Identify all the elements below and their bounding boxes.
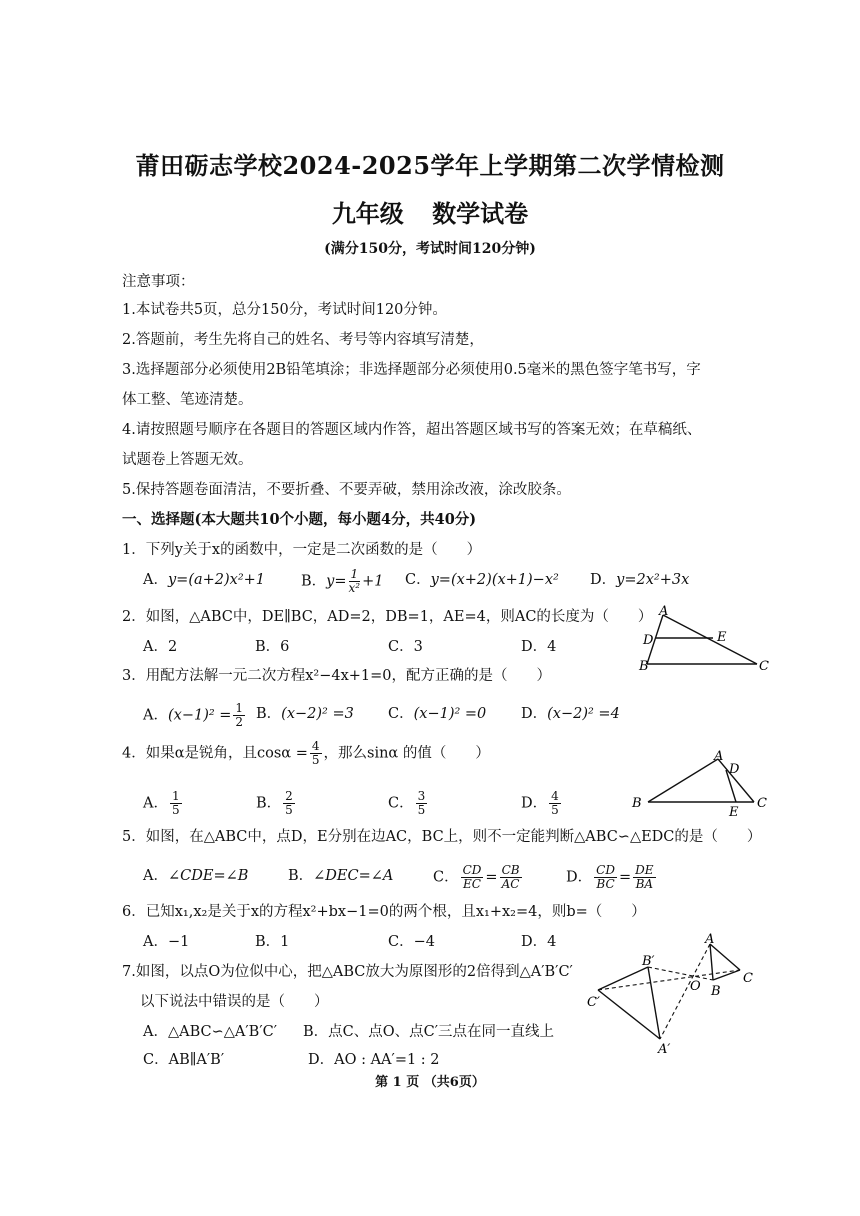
- note-5: 5.保持答题卷面清洁，不要折叠、不要弄破，禁用涂改液，涂改胶条。: [122, 482, 571, 498]
- q4-option-c: C． $\frac{3}{5}$: [388, 789, 426, 817]
- q6-stem: 6．已知x₁,x₂是关于x的方程x²+bx−1=0的两个根，且x₁+x₂=4，则b=（ ）: [122, 904, 646, 920]
- q5-option-d: D． $\frac{CD}{BC}$ = $\frac{DE}{BA}$: [566, 863, 654, 891]
- grade-label: 九年级: [331, 199, 404, 228]
- note-4a: 4.请按照题号顺序在各题目的答题区域内作答，超出答题区域书写的答案无效；在草稿纸、: [122, 422, 702, 438]
- q7-homothety-figure: [585, 932, 760, 1057]
- q7-option-d: D．AO : AA′=1 : 2: [308, 1052, 440, 1068]
- q7-ray-b: [648, 967, 713, 980]
- q7-label-c: C: [743, 971, 753, 986]
- note-4b: 试题卷上答题无效。: [122, 452, 253, 468]
- q1-option-a: A．y=(a+2)x²+1: [143, 572, 266, 588]
- note-1: 1.本试卷共5页，总分150分，考试时间120分钟。: [122, 302, 447, 318]
- q3-option-a: A．(x−1)² = $\frac{1}{2}$: [143, 701, 244, 729]
- note-3b: 体工整、笔迹清楚。: [122, 392, 253, 408]
- note-2: 2.答题前，考生先将自己的姓名、考号等内容填写清楚，: [122, 332, 484, 348]
- q7-label-o: O: [690, 979, 701, 994]
- q2-option-b: B．6: [255, 639, 290, 655]
- q4-label-d: D: [729, 762, 740, 777]
- q2-stem: 2．如图，△ABC中，DE∥BC，AD=2，DB=1，AE=4，则AC的长度为（ ）: [122, 609, 653, 625]
- q7-label-a: A: [705, 932, 715, 947]
- q2-side-ac: [663, 615, 757, 664]
- q7-label-b: B: [711, 984, 721, 999]
- q4-option-a: A． $\frac{1}{5}$: [143, 789, 180, 817]
- q2-label-c: C: [759, 659, 769, 674]
- q5-stem: 5．如图，在△ABC中，点D，E分别在边AC，BC上，则不一定能判断△ABC∽△EDC的是（ ）: [122, 829, 762, 845]
- q7-label-a-prime: A′: [658, 1042, 671, 1057]
- q2-option-d: D．4: [521, 639, 557, 655]
- q7-label-c-prime: C′: [587, 995, 600, 1010]
- q1-option-b: B．y= $\frac{1}{\text{x²}}$ +1: [301, 567, 384, 595]
- q5-option-b: B．∠DEC=∠A: [288, 868, 394, 884]
- q2-label-d: D: [643, 633, 654, 648]
- q7-stem-2: 以下说法中错误的是（ ）: [140, 994, 329, 1010]
- q6-option-b: B．1: [255, 934, 290, 950]
- q3-option-b: B．(x−2)² =3: [256, 706, 354, 722]
- q3-option-d: D．(x−2)² =4: [521, 706, 620, 722]
- q7-option-c: C．AB∥A′B′: [143, 1052, 225, 1068]
- q6-option-d: D．4: [521, 934, 557, 950]
- q4-stem: 4．如果α是锐角，且cosα = $\frac{4}{5}$ ，那么sinα 的值（ ）: [122, 739, 490, 767]
- exam-score-time: (满分150分，考试时间120分钟): [324, 241, 536, 257]
- q2-label-b: B: [639, 659, 649, 674]
- q2-triangle-figure: [635, 603, 775, 673]
- q7-large-side-ab: [648, 967, 660, 1039]
- q3-stem: 3．用配方法解一元二次方程x²−4x+1=0，配方正确的是（ ）: [122, 668, 552, 684]
- q1-option-d: D．y=2x²+3x: [590, 572, 690, 588]
- q6-option-c: C．−4: [388, 934, 435, 950]
- q7-large-side-bc: [598, 967, 648, 990]
- exam-subtitle-line: [0, 194, 860, 229]
- q2-option-a: A．2: [143, 639, 178, 655]
- q5-option-c: C． $\frac{CD}{EC}$ = $\frac{CB}{AC}$: [433, 863, 520, 891]
- q1-option-c: C．y=(x+2)(x+1)−x²: [405, 572, 559, 588]
- exam-title: 莆田砺志学校2024-2025学年上学期第二次学情检测: [135, 151, 725, 180]
- q4-triangle-figure: [628, 747, 773, 822]
- q4-label-b: B: [632, 796, 642, 811]
- q4-option-b: B． $\frac{2}{5}$: [256, 789, 293, 817]
- q7-option-b: B．点C、点O、点C′三点在同一直线上: [303, 1024, 555, 1040]
- page-footer: 第 1 页 （共6页）: [375, 1075, 485, 1090]
- notes-heading: 注意事项：: [122, 274, 195, 290]
- subject-label: 数学试卷: [432, 199, 529, 228]
- section-1-heading: 一、选择题(本大题共10个小题，每小题4分，共40分): [122, 511, 477, 528]
- q4-side-ab: [648, 759, 718, 802]
- q4-label-e: E: [729, 805, 739, 820]
- q4-label-a: A: [714, 749, 724, 764]
- q7-ray-a: [660, 944, 710, 1039]
- q5-option-a: A．∠CDE=∠B: [143, 868, 249, 884]
- q7-stem-1: 7.如图，以点O为位似中心，把△ABC放大为原图形的2倍得到△A′B′C′: [122, 964, 573, 980]
- q7-label-b-prime: B′: [642, 954, 655, 969]
- q1-stem: 1．下列y关于x的函数中，一定是二次函数的是（ ）: [122, 542, 482, 558]
- q7-large-side-ac: [598, 990, 660, 1039]
- q4-label-c: C: [757, 796, 767, 811]
- q6-option-a: A．−1: [143, 934, 190, 950]
- q7-small-side-ac: [710, 944, 740, 970]
- q2-label-e: E: [717, 630, 727, 645]
- q4-option-d: D． $\frac{4}{5}$: [521, 789, 559, 817]
- q3-option-c: C．(x−1)² =0: [388, 706, 487, 722]
- q2-label-a: A: [659, 604, 669, 619]
- note-3a: 3.选择题部分必须使用2B铅笔填涂；非选择题部分必须使用0.5毫米的黑色签字笔书写，字: [122, 362, 701, 378]
- q7-option-a: A．△ABC∽△A′B′C′: [143, 1024, 278, 1040]
- q2-option-c: C．3: [388, 639, 423, 655]
